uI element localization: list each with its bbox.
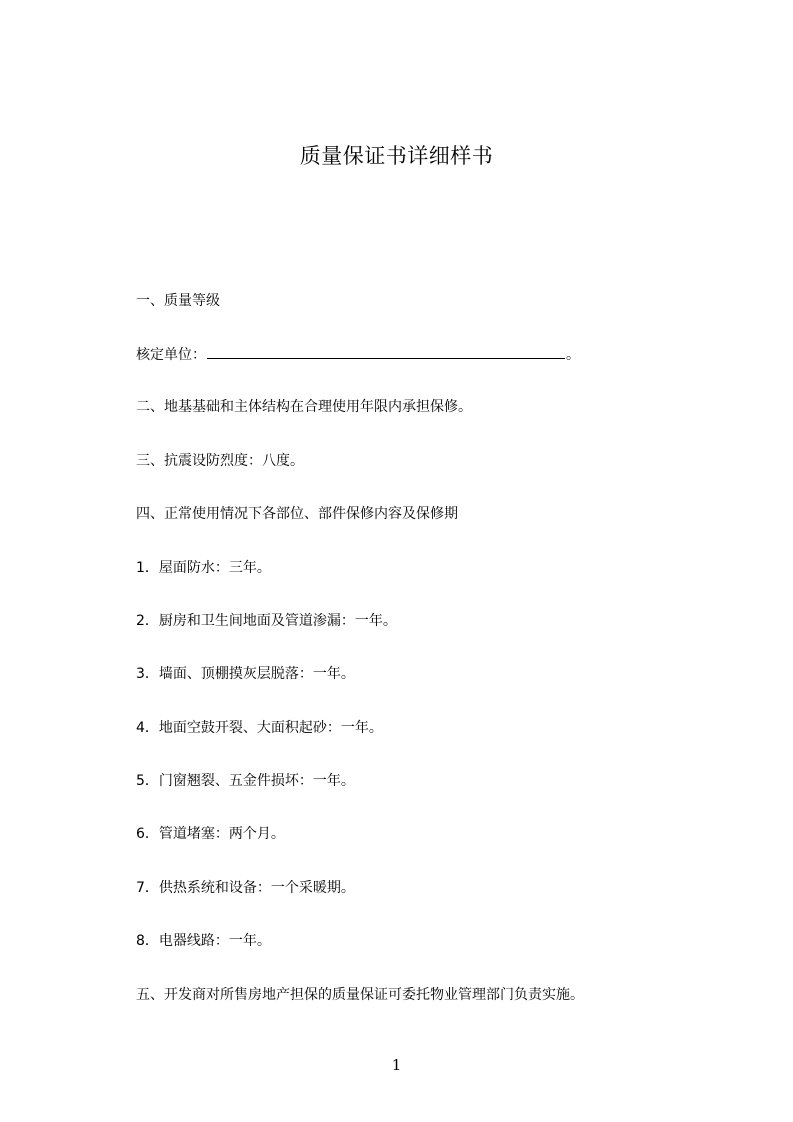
foundation-warranty-text: 二、地基基础和主体结构在合理使用年限内承担保修。 <box>136 399 472 415</box>
warranty-item: 1．屋面防水：三年。 <box>136 560 271 576</box>
approval-unit-line <box>136 344 696 365</box>
warranty-item: 6．管道堵塞：两个月。 <box>136 826 285 842</box>
approval-unit-end-mark: 。 <box>566 347 580 363</box>
warranty-periods-heading: 四、正常使用情况下各部位、部件保修内容及保修期 <box>136 506 458 522</box>
warranty-item: 7．供热系统和设备：一个采暖期。 <box>136 880 355 896</box>
page-number: 1 <box>391 1056 402 1074</box>
quality-grade-heading: 一、质量等级 <box>136 293 220 309</box>
seismic-intensity-text: 三、抗震设防烈度：八度。 <box>136 453 304 469</box>
warranty-item: 5．门窗翘裂、五金件损坏：一年。 <box>136 773 355 789</box>
approval-unit-blank <box>207 344 565 359</box>
approval-unit-label: 核定单位： <box>136 347 206 363</box>
warranty-item: 4．地面空鼓开裂、大面积起砂：一年。 <box>136 720 383 736</box>
warranty-item: 3．墙面、顶棚摸灰层脱落：一年。 <box>136 666 355 682</box>
document-title: 质量保证书详细样书 <box>299 144 494 168</box>
developer-guarantee-text: 五、开发商对所售房地产担保的质量保证可委托物业管理部门负责实施。 <box>136 987 584 1003</box>
warranty-item: 2．厨房和卫生间地面及管道渗漏：一年。 <box>136 613 397 629</box>
warranty-item: 8．电器线路：一年。 <box>136 933 271 949</box>
